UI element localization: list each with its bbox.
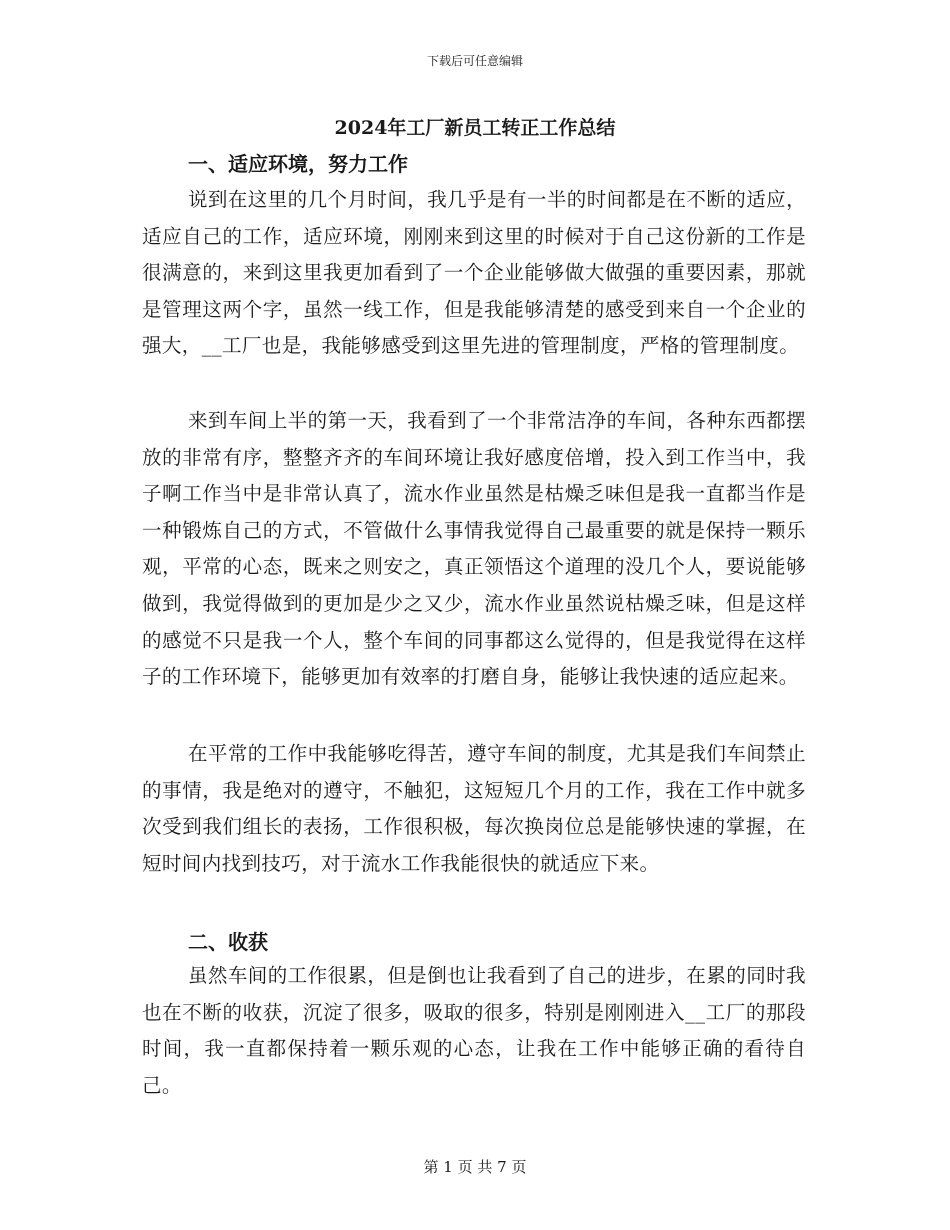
- section-heading-1: 一、适应环境，努力工作: [188, 152, 408, 176]
- paragraph-1: 说到在这里的几个月时间，我几乎是有一半的时间都是在不断的适应，适应自己的工作，适应环境，刚刚来到这里的时候对于自己这份新的工作是很满意的，来到这里我更加看到了一个企业能够做大做强的重要因素，那就是管理这两个字，虽然一线工作，但是我能够清楚的感受到来自一个企业的强大，__工厂也是，我能够感受到这里先进的管理制度，严格的管理制度。: [142, 188, 806, 358]
- paragraph-2: 来到车间上半的第一天，我看到了一个非常洁净的车间，各种东西都摆放的非常有序，整整齐齐的车间环境让我好感度倍增，投入到工作当中，我子啊工作当中是非常认真了，流水作业虽然是枯燥乏味但是我一直都当作是一种锻炼自己的方式，不管做什么事情我觉得自己最重要的就是保持一颗乐观，平常的心态，既来之则安之，真正领悟这个道理的没几个人，要说能够做到，我觉得做到的更加是少之又少，流水作业虽然说枯燥乏味，但是这样的感觉不只是我一个人，整个车间的同事都这么觉得的，但是我觉得在这样子的工作环境下，能够更加有效率的打磨自身，能够让我快速的适应起来。: [142, 409, 806, 689]
- paragraph-3: 在平常的工作中我能够吃得苦，遵守车间的制度，尤其是我们车间禁止的事情，我是绝对的遵守，不触犯，这短短几个月的工作，我在工作中就多次受到我们组长的表扬，工作很积极，每次换岗位总是能够快速的掌握，在短时间内找到技巧，对于流水工作我能很快的就适应下来。: [142, 742, 806, 875]
- section-heading-2: 二、收获: [188, 930, 268, 954]
- page-header: 下载后可任意编辑: [426, 54, 523, 68]
- paragraph-4: 虽然车间的工作很累，但是倒也让我看到了自己的进步，在累的同时我也在不断的收获，沉淀了很多，吸取的很多，特别是刚刚进入__工厂的那段时间，我一直都保持着一颗乐观的心态，让我在工作中能够正确的看待自己。: [142, 964, 806, 1097]
- page-footer: 第 1 页 共 7 页: [423, 1158, 527, 1176]
- document-title: 2024年工厂新员工转正工作总结: [334, 117, 616, 139]
